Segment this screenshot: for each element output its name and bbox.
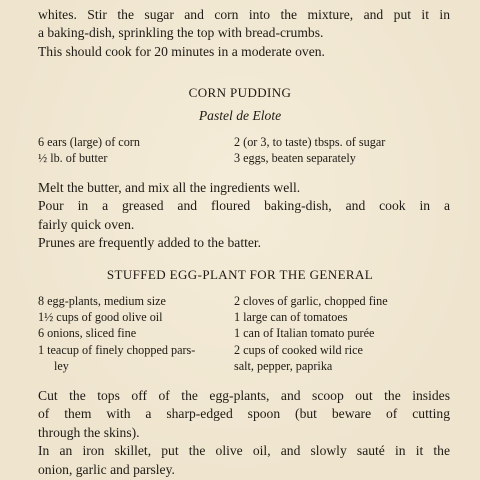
ingredient-item: 1 can of Italian tomato purée — [234, 326, 375, 341]
text-line: This should cook for 20 minutes in a moderate oven. — [38, 43, 325, 59]
ingredient-item: 1½ cups of good olive oil — [38, 310, 163, 325]
recipe-title: CORN PUDDING — [188, 85, 292, 100]
text-line: of them with a sharp-edged spoon (but beware of cutting — [38, 406, 450, 422]
text-line: onion, garlic and parsley. — [38, 461, 175, 477]
ingredient-item: 1 large can of tomatoes — [234, 310, 348, 325]
ingredient-item: ley — [54, 358, 69, 373]
ingredients-right-column — [234, 293, 388, 374]
directions-paragraph — [38, 179, 450, 253]
ingredient-item: 2 cloves of garlic, chopped fine — [234, 294, 388, 308]
ingredient-item: 6 onions, sliced fine — [38, 326, 137, 341]
intro-paragraph — [38, 6, 450, 61]
text-line: Pour in a greased and floured baking-dish, and cook in a — [38, 198, 450, 214]
ingredient-item: 2 (or 3, to taste) tbsps. of sugar — [234, 135, 386, 149]
ingredient-item: 6 ears (large) of corn — [38, 135, 140, 149]
text-line: a baking-dish, sprinkling the top with bread-crumbs. — [38, 25, 324, 41]
ingredient-item: ½ lb. of butter — [38, 151, 108, 166]
ingredient-item: 3 eggs, beaten separately — [234, 151, 356, 166]
ingredient-item: salt, pepper, paprika — [234, 358, 333, 373]
ingredient-item: 1 teacup of finely chopped pars- — [38, 342, 196, 357]
text-line: Prunes are frequently added to the batter. — [38, 235, 262, 251]
text-line: In an iron skillet, put the olive oil, and slowly sauté in it the — [38, 443, 450, 459]
ingredient-item: 2 cups of cooked wild rice — [234, 342, 363, 357]
ingredients-right-column — [234, 134, 385, 166]
text-line: whites. Stir the sugar and corn into the mixture, and put it in — [38, 7, 450, 22]
text-line: Cut the tops off of the egg-plants, and scoop out the insides — [38, 388, 450, 403]
directions-paragraph — [38, 387, 450, 479]
text-line: fairly quick oven. — [38, 216, 135, 232]
recipe-subtitle: Pastel de Elote — [198, 108, 282, 123]
text-line: Melt the butter, and mix all the ingredients well. — [38, 180, 301, 195]
ingredients-left-column — [38, 293, 195, 374]
recipe-title: STUFFED EGG-PLANT FOR THE GENERAL — [106, 267, 374, 282]
ingredients-left-column — [38, 134, 140, 166]
ingredient-item: 8 egg-plants, medium size — [38, 294, 166, 308]
text-line: through the skins). — [38, 424, 140, 440]
